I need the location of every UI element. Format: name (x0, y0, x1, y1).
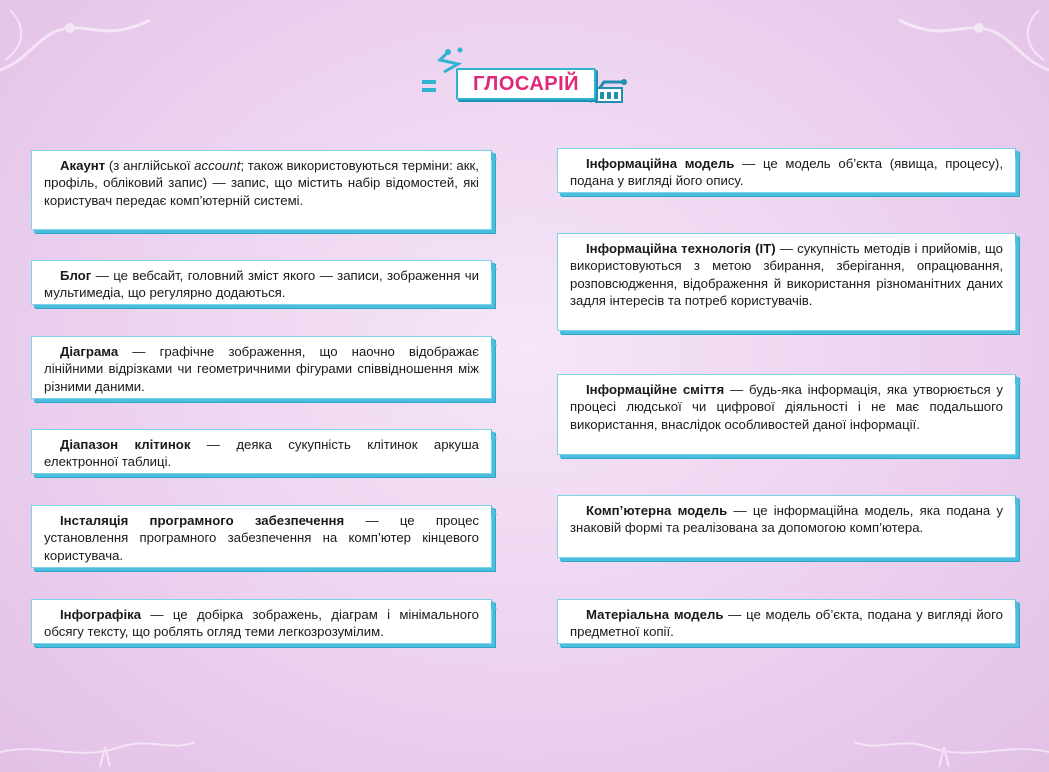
corner-ornament-bottom-right (849, 712, 1049, 772)
entry-text: (з англійської (105, 158, 195, 173)
entry-term: Діапазон клітинок (60, 437, 191, 452)
page-title: ГЛОСАРІЙ (456, 68, 596, 100)
entry-text: — це інформаційна модель, яка подана у знаковій формі та реалізована за допомогою комп’ютера. (570, 503, 1003, 536)
entry-text: — графічне зображення, що наочно відображає лінійними відрізками чи геометричними фігурами співвідношення між різними даними. (44, 344, 479, 394)
entry-term: Блог (60, 268, 92, 283)
glossary-entry (557, 233, 1016, 331)
glossary-entry (31, 429, 492, 474)
corner-ornament-top-left (0, 0, 160, 90)
entry-foreign-word: account (194, 158, 241, 173)
entry-text: — це добірка зображень, діаграм і мінімального обсягу тексту, що роблять огляд теми легкозрозумілим. (44, 607, 479, 640)
glossary-entry (557, 374, 1016, 455)
glossary-entry (31, 599, 492, 644)
corner-ornament-bottom-left (0, 712, 200, 772)
corner-ornament-top-right (889, 0, 1049, 90)
entry-term: Інсталяція програмного забезпечення (60, 513, 345, 528)
entry-term: Інфографіка (60, 607, 142, 622)
glossary-entry (557, 599, 1016, 644)
glossary-entry (31, 505, 492, 568)
glossary-header (418, 46, 630, 108)
glossary-entry (31, 150, 492, 230)
entry-term: Інформаційна модель (586, 156, 735, 171)
entry-text: — деяка сукупність клітинок аркуша електронної таблиці. (44, 437, 479, 470)
entry-text: — це процес установлення програмного забезпечення на комп’ютер кінцевого користувача. (44, 513, 479, 563)
entry-term: Інформаційна технологія (ІТ) (586, 241, 776, 256)
glossary-entry (31, 260, 492, 305)
entry-text: — сукупність методів і прийомів, що використовуються з метою збирання, зберігання, опрацювання, розповсюдження, відображення й використання різноманітних даних задля інтересів та потреб користувачів. (570, 241, 1003, 309)
entry-text: — це вебсайт, головний зміст якого — записи, зображення чи мультимедіа, що регулярно додаються. (44, 268, 479, 301)
entry-text: — це модель об’єкта, подана у вигляді його предметної копії. (570, 607, 1003, 640)
glossary-entry (557, 148, 1016, 193)
entry-term: Акаунт (60, 158, 106, 173)
entry-term: Матеріальна модель (586, 607, 724, 622)
entry-term: Комп’ютерна модель (586, 503, 728, 518)
glossary-entry (557, 495, 1016, 558)
entry-text: — будь-яка інформація, яка утворюється у процесі людської чи цифрової діяльності і не має подальшого використання, внаслідок особливостей даної інформації. (570, 382, 1003, 432)
entry-text: ; також використовуються терміни: акк, профіль, обліковий запис) — запис, що містить набір відомостей, які користувач передає комп’ютерній системі. (44, 158, 479, 208)
glossary-entry (31, 336, 492, 399)
entry-text: — це модель об’єкта (явища, процесу), подана у вигляді його опису. (570, 156, 1003, 189)
entry-term: Діаграма (60, 344, 119, 359)
entry-term: Інформаційне сміття (586, 382, 725, 397)
